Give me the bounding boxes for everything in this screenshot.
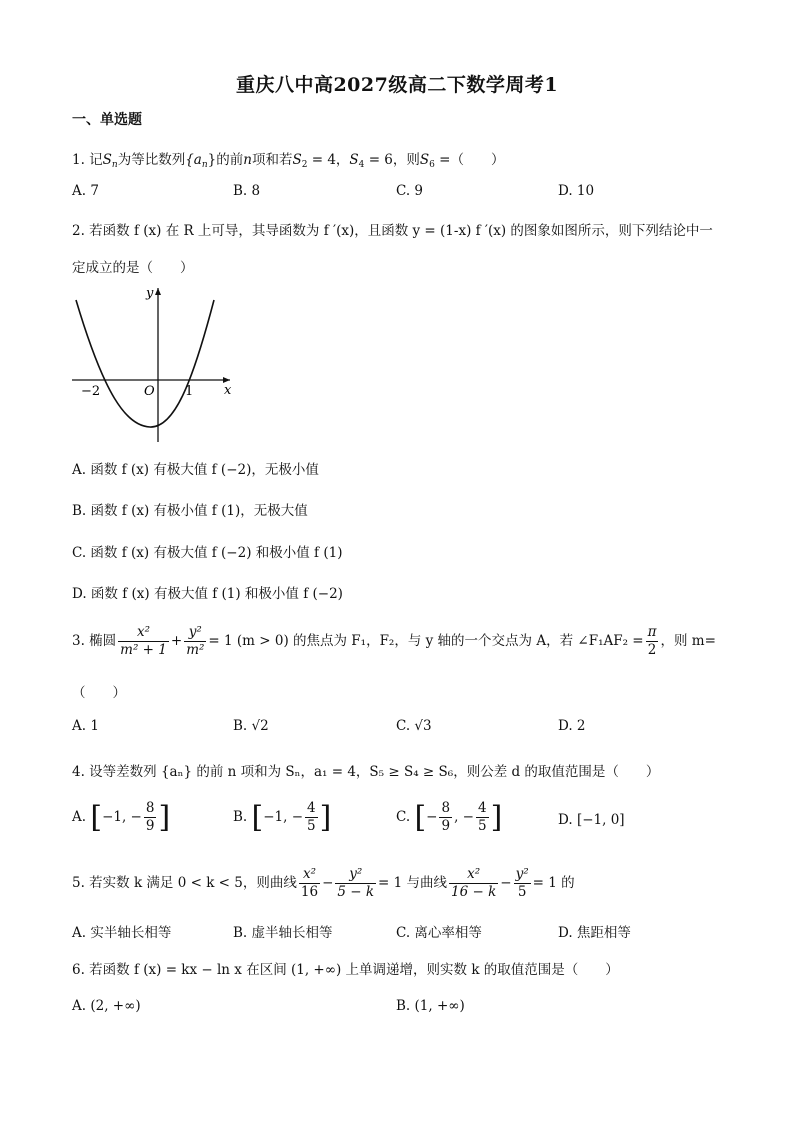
q5-option-b[interactable]: B. 虚半轴长相等 bbox=[233, 925, 333, 941]
q1-option-d[interactable]: D. 10 bbox=[558, 183, 595, 199]
parabola-curve bbox=[76, 300, 214, 427]
origin-label: O bbox=[144, 384, 155, 399]
q4-option-a[interactable]: A. [−1, − $\frac{8}{9}$ ] bbox=[72, 800, 171, 835]
page-title: 重庆八中高2027级高二下数学周考1 bbox=[235, 74, 559, 96]
q3-option-b[interactable]: B. √2 bbox=[233, 718, 269, 734]
q6-option-b[interactable]: B. (1, +∞) bbox=[396, 998, 465, 1014]
q2-option-b[interactable]: B. 函数 f (x) 有极小值 f (1)，无极大值 bbox=[72, 503, 308, 519]
question-3-line-2: （ ） bbox=[72, 685, 126, 701]
q3-option-c[interactable]: C. √3 bbox=[396, 718, 432, 734]
derivative-graph bbox=[64, 284, 234, 444]
q5-option-d[interactable]: D. 焦距相等 bbox=[558, 925, 631, 941]
y-axis-arrow bbox=[155, 288, 161, 295]
q3-option-a[interactable]: A. 1 bbox=[72, 718, 99, 734]
q2-option-a[interactable]: A. 函数 f (x) 有极大值 f (−2)，无极小值 bbox=[72, 462, 319, 478]
q4-option-b[interactable]: B. [−1, − $\frac{4}{5}$ ] bbox=[233, 800, 332, 835]
x-axis-label: x bbox=[224, 383, 232, 398]
q6-option-a[interactable]: A. (2, +∞) bbox=[72, 998, 141, 1014]
question-4: 4. 设等差数列 {aₙ} 的前 n 项和为 Sₙ，a₁ = 4，S₅ ≥ S₄ ≥ S₆，则公差 d 的取值范围是（ ） bbox=[72, 764, 660, 780]
q2-option-d[interactable]: D. 函数 f (x) 有极大值 f (1) 和极小值 f (−2) bbox=[72, 586, 343, 602]
question-6: 6. 若函数 f (x) = kx − ln x 在区间 (1, +∞) 上单调递增，则实数 k 的取值范围是（ ） bbox=[72, 962, 619, 978]
fraction-x2: $\frac{\text{x²}}{\text{m² + 1}}$ bbox=[120, 624, 167, 658]
question-2-line-2: 定成立的是（ ） bbox=[72, 260, 194, 276]
question-5: 5. 若实数 k 满足 0 < k < 5，则曲线 $\frac{\text{x²}}{16}$ − $\frac{\text{y²}}{5 - k}$ = 1 与曲线 $\frac{\text{x²}}{16 - k}$ − $\frac{\text{y²}}{5}$ = 1 的 bbox=[72, 866, 575, 900]
question-2-line-1: 2. 若函数 f (x) 在 R 上可导，其导函数为 f ′(x)，且函数 y = (1-x) f ′(x) 的图象如图所示，则下列结论中一 bbox=[72, 223, 713, 239]
q1-option-a[interactable]: A. 7 bbox=[72, 183, 99, 199]
question-3: 3. 椭圆 $\frac{\text{x²}}{\text{m² + 1}}$ + $\frac{\text{y²}}{\text{m²}}$ = 1 (m > 0) 的焦点为 F₁，F₂，与 y 轴的一个交点为 A，若 ∠F₁AF₂ = $\frac{\pi}{2}$ ，则 m= bbox=[72, 624, 716, 658]
q4-option-d[interactable]: D. [−1, 0] bbox=[558, 812, 625, 828]
q1-option-c[interactable]: C. 9 bbox=[396, 183, 424, 199]
q5-option-a[interactable]: A. 实半轴长相等 bbox=[72, 925, 172, 941]
fraction-pi-2: $\frac{\pi}{2}$ bbox=[647, 624, 657, 658]
question-1: 1. 记$S_n$为等比数列$\{a_n\}$的前n项和若$S_2 = 4$，$S_4 = 6$，则$S_6$ =（ ） bbox=[72, 152, 505, 170]
q5-option-c[interactable]: C. 离心率相等 bbox=[396, 925, 482, 941]
q4-option-c[interactable]: C. [− $\frac{8}{9}$ , − $\frac{4}{5}$ ] bbox=[396, 800, 503, 835]
q3-option-d[interactable]: D. 2 bbox=[558, 718, 586, 734]
q2-option-c[interactable]: C. 函数 f (x) 有极大值 f (−2) 和极小值 f (1) bbox=[72, 545, 343, 561]
fraction-y2: $\frac{\text{y²}}{\text{m²}}$ bbox=[186, 624, 205, 658]
tick-label-1: 1 bbox=[185, 384, 194, 399]
tick-label-neg2: −2 bbox=[81, 384, 101, 399]
y-axis-label: y bbox=[146, 286, 154, 301]
q1-option-b[interactable]: B. 8 bbox=[233, 183, 261, 199]
section-heading: 一、单选题 bbox=[72, 112, 142, 128]
